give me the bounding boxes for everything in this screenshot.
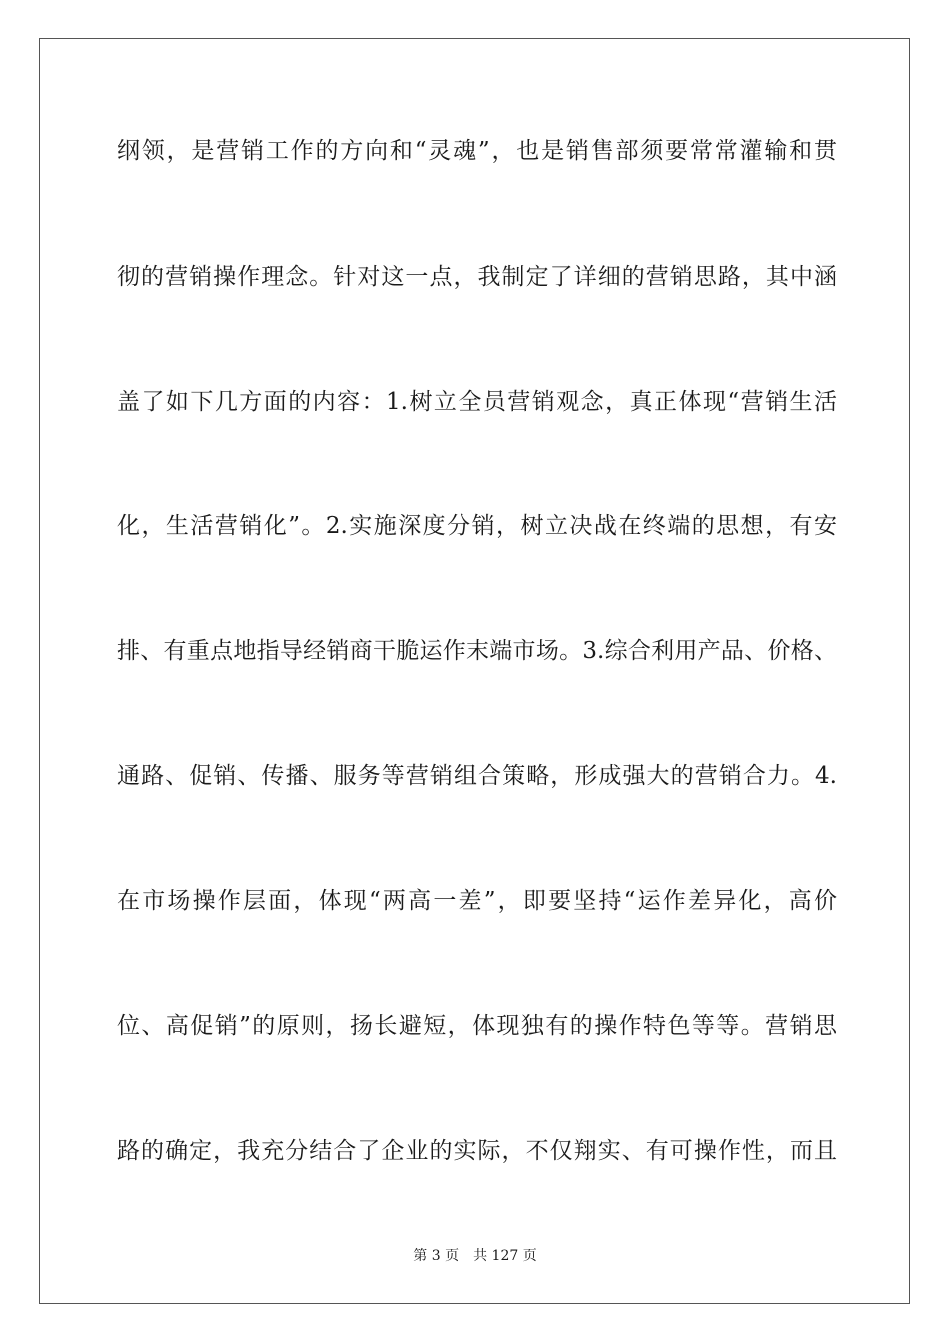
text-line: 化，生活营销化”。2.实施深度分销，树立决战在终端的思想，有安 xyxy=(117,513,837,539)
page-border xyxy=(39,38,910,1304)
text-line: 纲领，是营销工作的方向和“灵魂”，也是销售部须要常常灌输和贯 xyxy=(117,138,837,164)
text-line: 彻的营销操作理念。针对这一点，我制定了详细的营销思路，其中涵 xyxy=(117,264,837,290)
page-total: 共 127 页 xyxy=(473,1248,537,1264)
text-line: 在市场操作层面，体现“两高一差”，即要坚持“运作差异化，高价 xyxy=(117,888,837,914)
text-line: 通路、促销、传播、服务等营销组合策略，形成强大的营销合力。4. xyxy=(117,763,837,789)
page-number: 第 3 页 xyxy=(413,1248,460,1264)
page-footer xyxy=(0,1247,950,1265)
text-line: 位、高促销”的原则，扬长避短，体现独有的操作特色等等。营销思 xyxy=(117,1013,837,1039)
text-line: 排、有重点地指导经销商干脆运作末端市场。3.综合利用产品、价格、 xyxy=(117,638,837,664)
text-line: 盖了如下几方面的内容：1.树立全员营销观念，真正体现“营销生活 xyxy=(117,389,837,415)
text-line: 路的确定，我充分结合了企业的实际，不仅翔实、有可操作性，而且 xyxy=(117,1138,837,1164)
